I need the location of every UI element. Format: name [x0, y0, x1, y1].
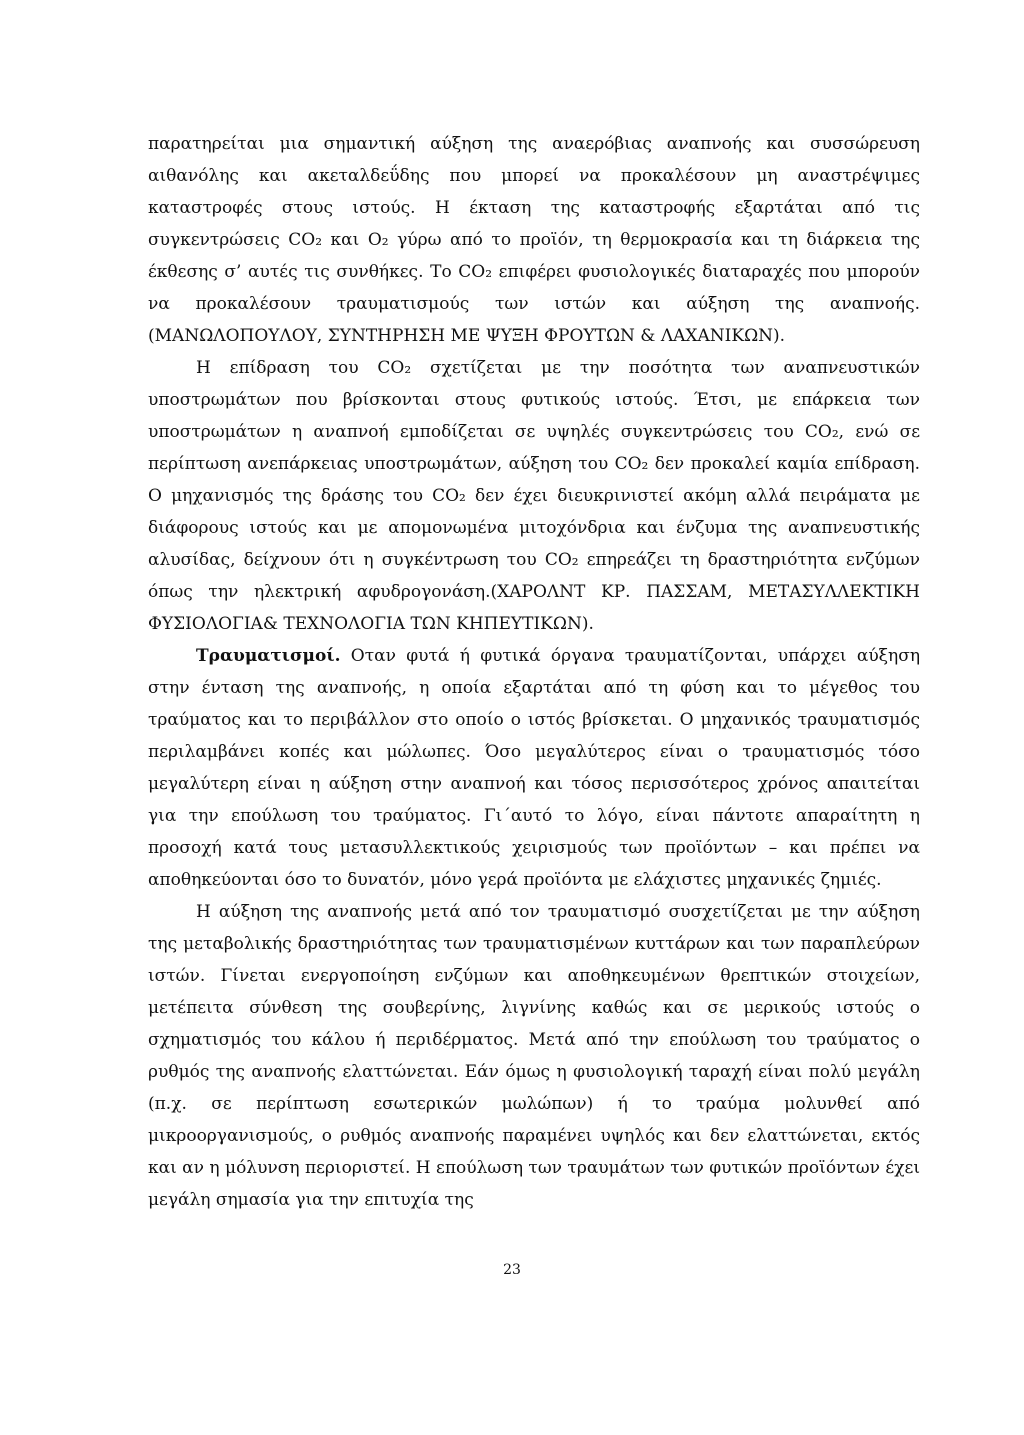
paragraph-3-text: Οταν φυτά ή φυτικά όργανα τραυματίζονται, υπάρχει αύξηση στην ένταση της αναπνοής, η οποία εξαρτάται από τη φύση και το μέγεθος του τραύματος και το περιβάλλον στο οποίο ο ιστός βρίσκεται. Ο μηχανικός τραυματισμός περιλαμβάνει κοπές και μώλωπες. Όσο μεγαλύτερος είναι ο τραυματισμός τόσο μεγαλύτερη είναι η αύξηση στην αναπνοή και τόσος περισσότερος χρόνος απαιτείται για την επούλωση του τραύματος. Γι΄αυτό το λόγο, είναι πάντοτε απαραίτητη η προσοχή κατά τους μετασυλλεκτικούς χειρισμούς των προϊόντων – και πρέπει να αποθηκεύονται όσο το δυνατόν, μόνο γερά προϊόντα με ελάχιστες μηχανικές ζημιές. — [148, 646, 920, 890]
paragraph-4-text: Η αύξηση της αναπνοής μετά από τον τραυματισμό συσχετίζεται με την αύξηση της μεταβολικής δραστηριότητας των τραυματισμένων κυττάρων και των παραπλεύρων ιστών. Γίνεται ενεργοποίηση ενζύμων και αποθηκευμένων θρεπτικών στοιχείων, μετέπειτα σύνθεση της σουβερίνης, λιγνίνης καθώς και σε μερικούς ιστούς ο σχηματισμός του κάλου ή περιδέρματος. Μετά από την επούλωση του τραύματος ο ρυθμός της αναπνοής ελαττώνεται. Εάν όμως η φυσιολογική ταραχή είναι πολύ μεγάλη (π.χ. σε περίπτωση εσωτερικών μωλώπων) ή το τραύμα μολυνθεί από μικροοργανισμούς, ο ρυθμός αναπνοής παραμένει υψηλός και δεν ελαττώνεται, εκτός και αν η μόλυνση περιοριστεί. Η επούλωση των τραυμάτων των φυτικών προϊόντων έχει μεγάλη σημασία για την επιτυχία της — [148, 902, 920, 1210]
paragraph-1 — [148, 128, 920, 352]
paragraph-2-text: Η επίδραση του CO₂ σχετίζεται με την ποσότητα των αναπνευστικών υποστρωμάτων που βρίσκονται στους φυτικούς ιστούς. Έτσι, με επάρκεια των υποστρωμάτων η αναπνοή εμποδίζεται σε υψηλές συγκεντρώσεις του CO₂, ενώ σε περίπτωση ανεπάρκειας υποστρωμάτων, αύξηση του CO₂ δεν προκαλεί καμία επίδραση. Ο μηχανισμός της δράσης του CO₂ δεν έχει διευκρινιστεί ακόμη αλλά πειράματα με διάφορους ιστούς και με απομονωμένα μιτοχόνδρια και ένζυμα της αναπνευστικής αλυσίδας, δείχνουν ότι η συγκέντρωση του CO₂ επηρεάζει τη δραστηριότητα ενζύμων όπως την ηλεκτρική αφυδρογονάση.(ΧΑΡΟΛΝΤ ΚΡ. ΠΑΣΣΑΜ, ΜΕΤΑΣΥΛΛΕΚΤΙΚΗ ΦΥΣΙΟΛΟΓΙΑ& ΤΕΧΝΟΛΟΓΙΑ ΤΩΝ ΚΗΠΕΥΤΙΚΩΝ). — [148, 358, 920, 634]
paragraph-2 — [148, 352, 920, 640]
body-text — [148, 128, 920, 1216]
paragraph-1-text: παρατηρείται μια σημαντική αύξηση της αναερόβιας αναπνοής και συσσώρευση αιθανόλης και ακεταλδεΰδης που μπορεί να προκαλέσουν μη αναστρέψιμες καταστροφές στους ιστούς. Η έκταση της καταστροφής εξαρτάται από τις συγκεντρώσεις CO₂ και O₂ γύρω από το προϊόν, τη θερμοκρασία και τη διάρκεια της έκθεσης σ’ αυτές τις συνθήκες. Το CO₂ επιφέρει φυσιολογικές διαταραχές που μπορούν να προκαλέσουν τραυματισμούς των ιστών και αύξηση της αναπνοής.(ΜΑΝΩΛΟΠΟΥΛΟΥ, ΣΥΝΤΗΡΗΣΗ ΜΕ ΨΥΞΗ ΦΡΟΥΤΩΝ & ΛΑΧΑΝΙΚΩΝ). — [148, 134, 920, 346]
page-number: 23 — [503, 1262, 521, 1278]
section-heading-injuries: Τραυματισμοί. — [196, 646, 341, 666]
paragraph-3 — [148, 640, 920, 896]
paragraph-4 — [148, 896, 920, 1216]
